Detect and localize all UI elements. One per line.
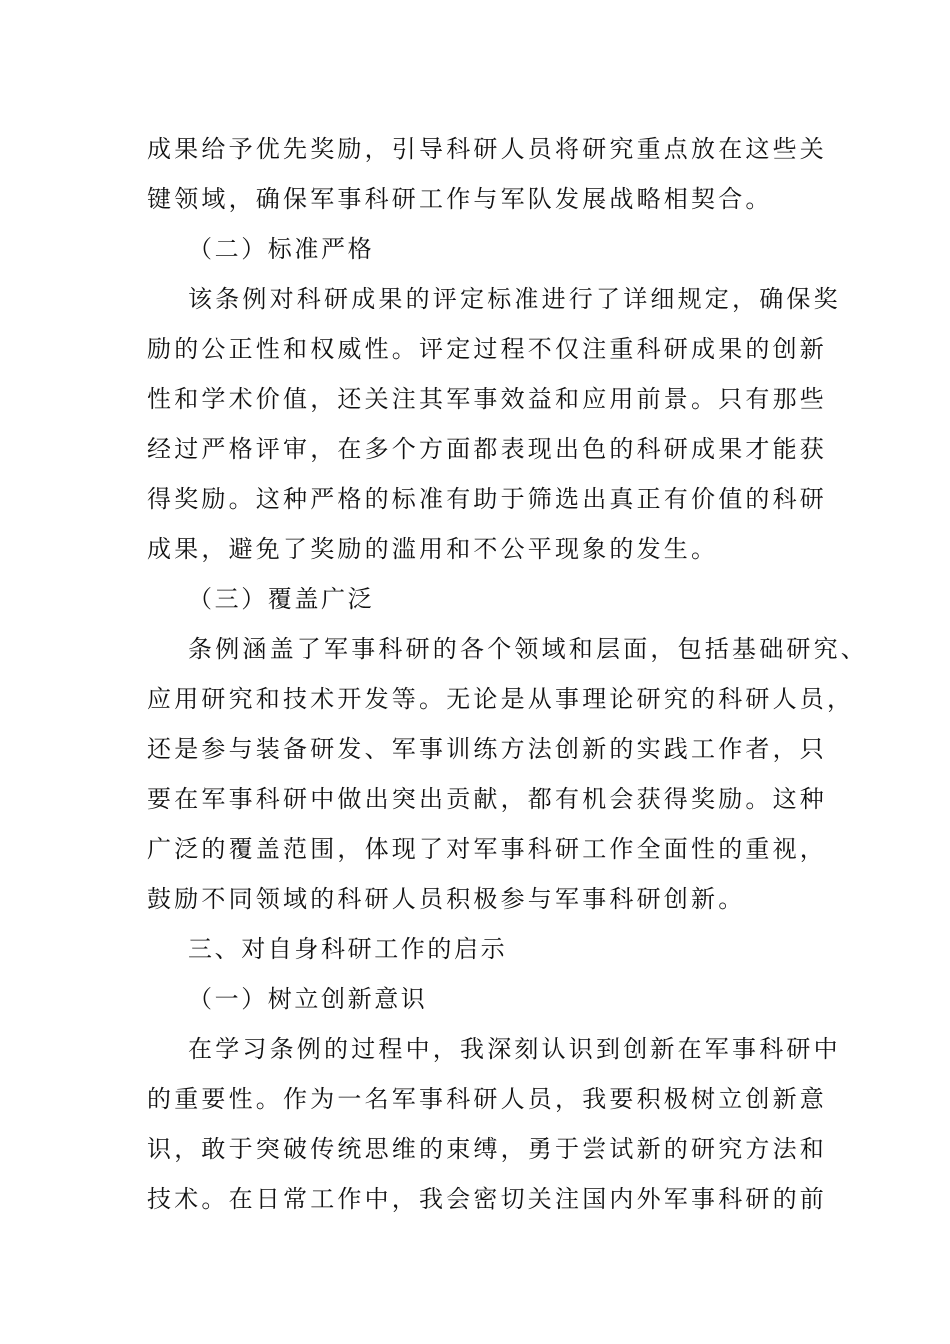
paragraph-line: 成果给予优先奖励，引导科研人员将研究重点放在这些关 (147, 135, 827, 163)
paragraph-line: 键领域，确保军事科研工作与军队发展战略相契合。 (147, 185, 773, 213)
paragraph-line: 性和学术价值，还关注其军事效益和应用前景。只有那些 (147, 385, 827, 413)
section-subheading: （二）标准严格 (188, 235, 375, 263)
section-subheading: （一）树立创新意识 (188, 985, 428, 1013)
paragraph-line: 鼓励不同领域的科研人员积极参与军事科研创新。 (147, 885, 746, 913)
paragraph-line: 在学习条例的过程中，我深刻认识到创新在军事科研中 (188, 1035, 841, 1063)
paragraph-line: 要在军事科研中做出突出贡献，都有机会获得奖励。这种 (147, 785, 827, 813)
paragraph-line: 成果，避免了奖励的滥用和不公平现象的发生。 (147, 535, 719, 563)
paragraph-line: 励的公正性和权威性。评定过程不仅注重科研成果的创新 (147, 335, 827, 363)
paragraph-line: 识，敢于突破传统思维的束缚，勇于尝试新的研究方法和 (147, 1135, 827, 1163)
paragraph-line: 应用研究和技术开发等。无论是从事理论研究的科研人员， (147, 685, 855, 713)
paragraph-line: 该条例对科研成果的评定标准进行了详细规定，确保奖 (188, 285, 841, 313)
paragraph-line: 的重要性。作为一名军事科研人员，我要积极树立创新意 (147, 1085, 827, 1113)
paragraph-line: 技术。在日常工作中，我会密切关注国内外军事科研的前 (147, 1185, 827, 1213)
paragraph-line: 条例涵盖了军事科研的各个领域和层面，包括基础研究、 (188, 635, 868, 663)
section-heading: 三、对自身科研工作的启示 (188, 935, 508, 963)
paragraph-line: 经过严格评审，在多个方面都表现出色的科研成果才能获 (147, 435, 827, 463)
section-subheading: （三）覆盖广泛 (188, 585, 375, 613)
paragraph-line: 广泛的覆盖范围，体现了对军事科研工作全面性的重视， (147, 835, 827, 863)
paragraph-line: 还是参与装备研发、军事训练方法创新的实践工作者，只 (147, 735, 827, 763)
paragraph-line: 得奖励。这种严格的标准有助于筛选出真正有价值的科研 (147, 485, 827, 513)
